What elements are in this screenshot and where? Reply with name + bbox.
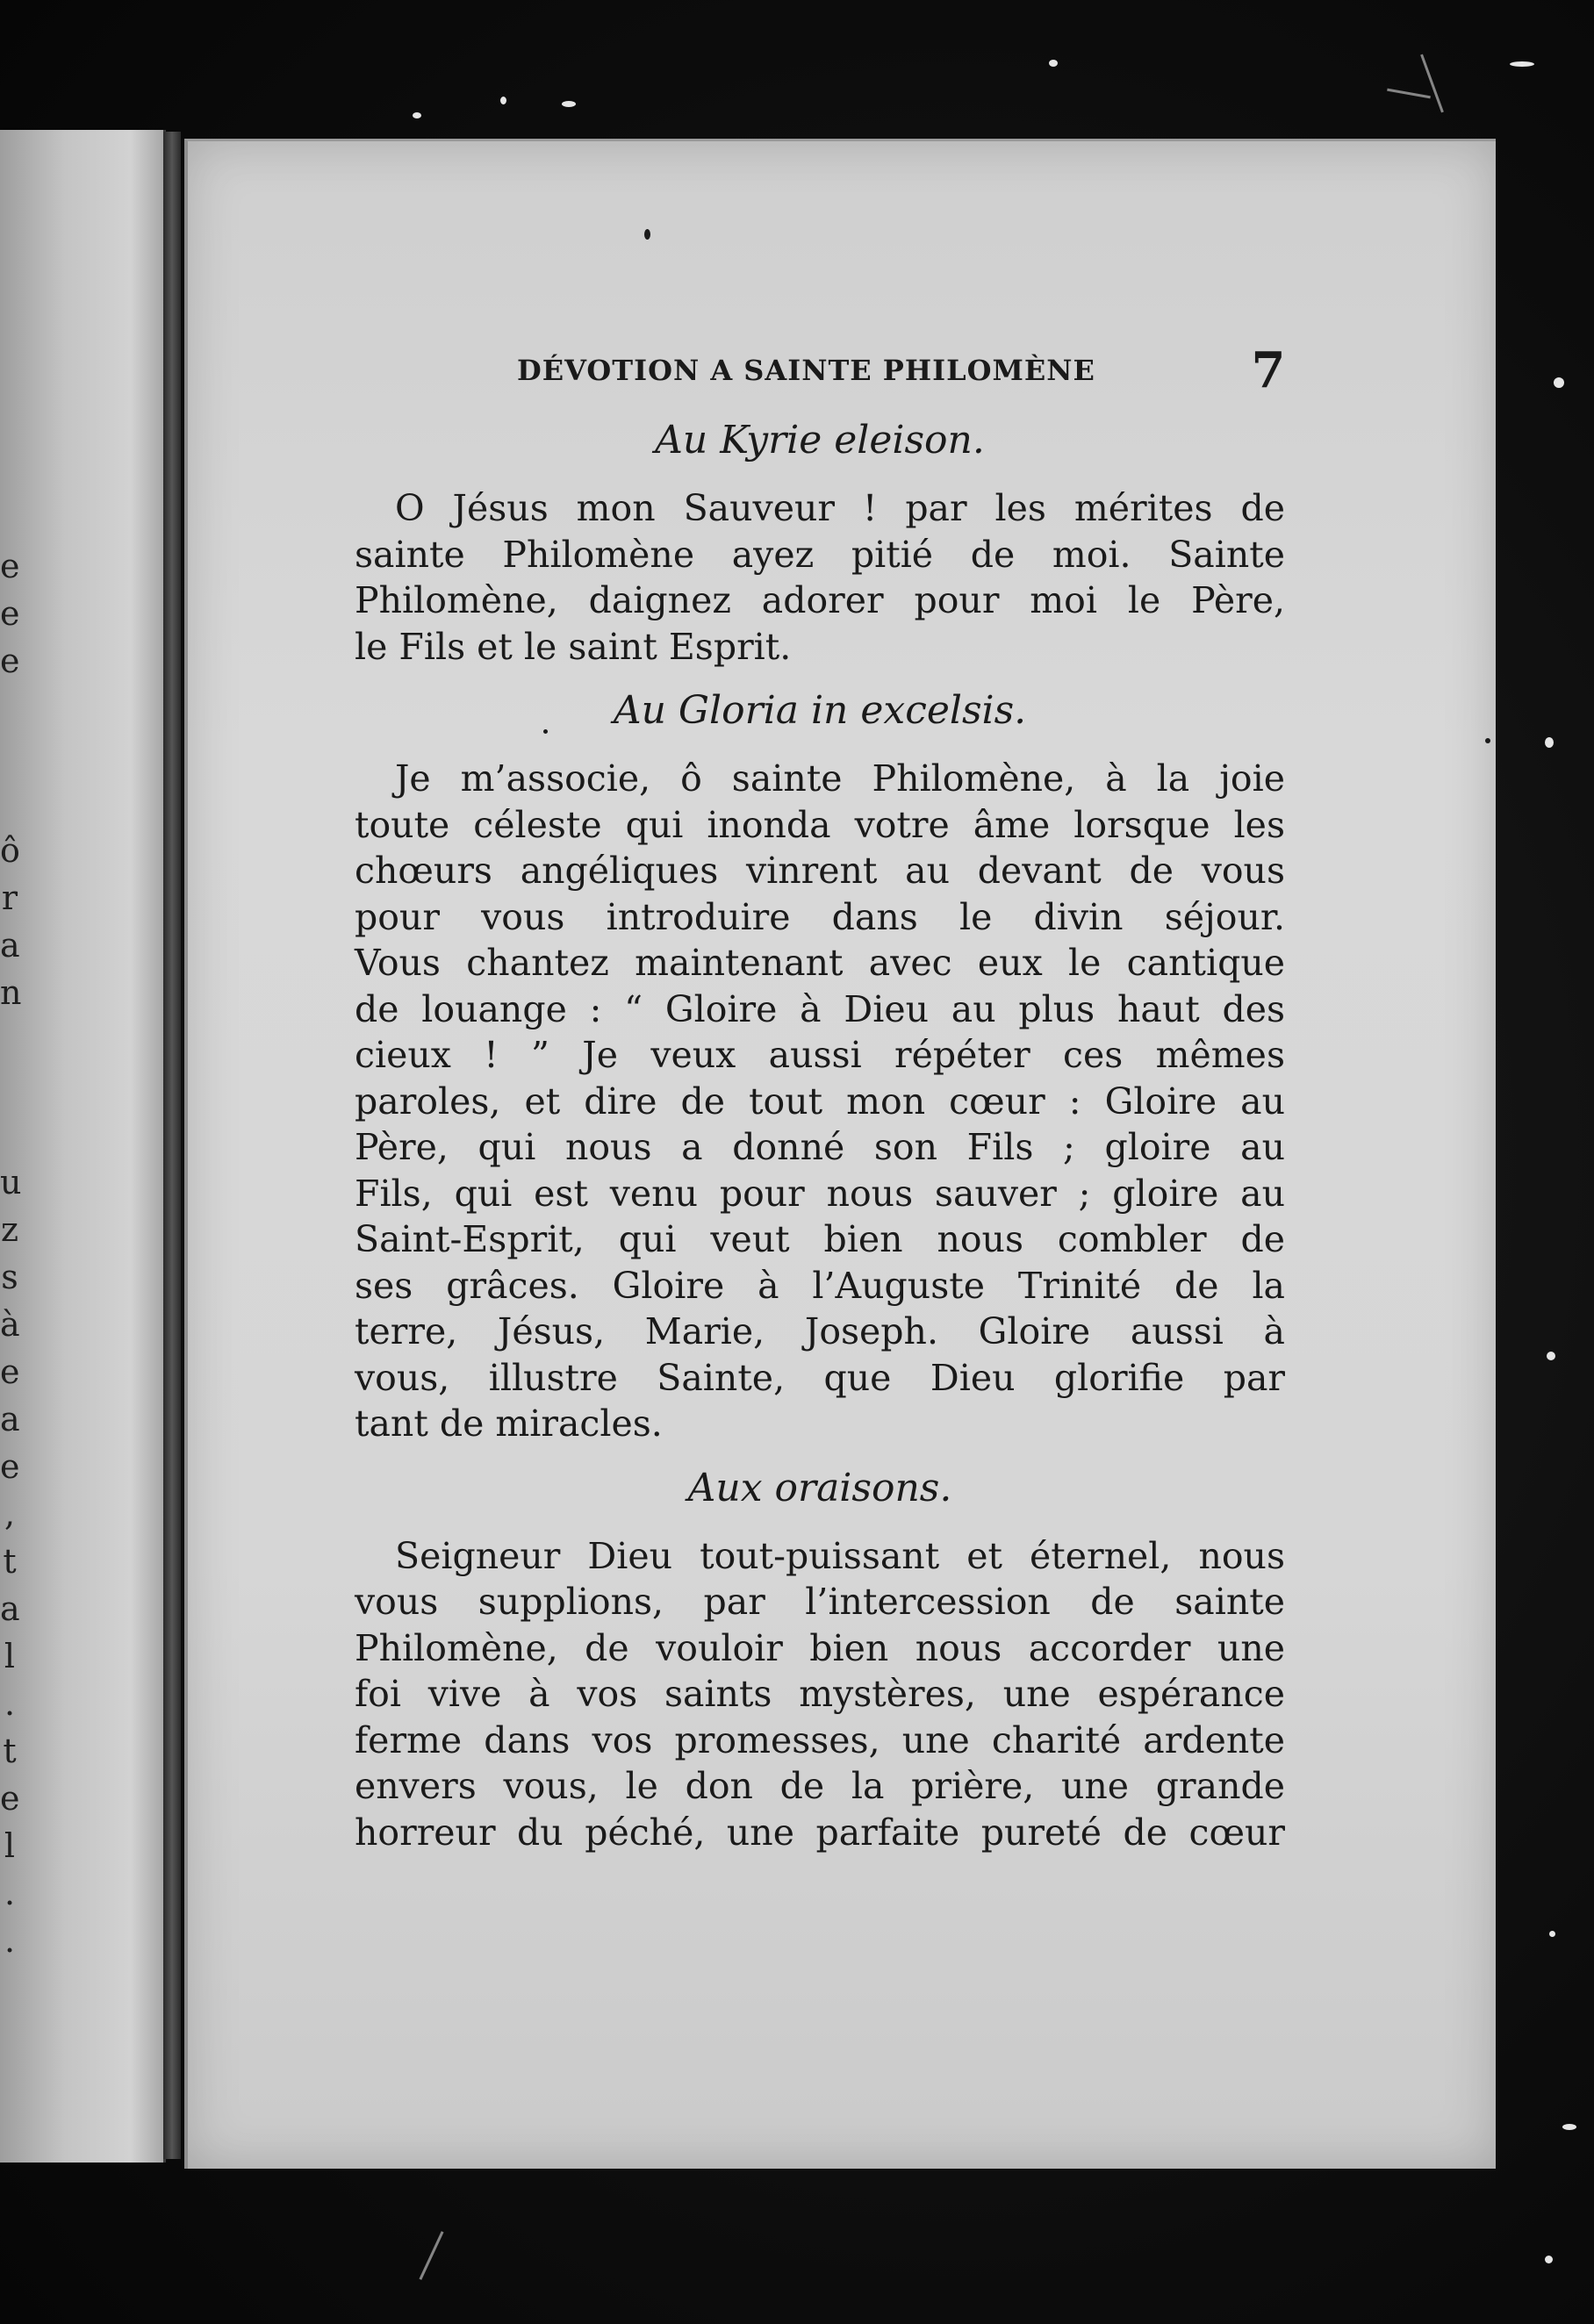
- text-line: foi vive à vos saints mystères, une espérance: [355, 1673, 1285, 1715]
- text-line: O Jésus mon Sauveur ! par les mérites de: [395, 487, 1285, 529]
- fragment-char: u: [0, 1163, 22, 1201]
- page-number: 7: [1251, 341, 1287, 399]
- fragment-char: s: [1, 1258, 18, 1296]
- text-line: Je m’associe, ô sainte Philomène, à la joie: [395, 757, 1285, 800]
- fragment-char: e: [0, 1447, 20, 1486]
- fragment-char: a: [0, 926, 20, 965]
- section-heading: Aux oraisons.: [687, 1465, 952, 1510]
- text-line: Seigneur Dieu tout-puissant et éternel, nous: [395, 1534, 1285, 1577]
- fragment-char: .: [4, 1684, 16, 1723]
- fragment-char: e: [0, 594, 20, 633]
- dust-speck: [1510, 61, 1534, 67]
- fragment-char: e: [0, 1352, 20, 1391]
- running-head: [355, 341, 1285, 412]
- fragment-char: e: [0, 1779, 20, 1818]
- dust-speck: [500, 97, 506, 104]
- running-head-title: DÉVOTION A SAINTE PHILOMÈNE: [517, 354, 1095, 387]
- text-line: sainte Philomène ayez pitié de moi. Sainte: [355, 533, 1285, 576]
- text-line: cieux ! ” Je veux aussi répéter ces mêmes: [355, 1034, 1285, 1076]
- dust-speck: [1547, 1352, 1555, 1360]
- fragment-char: z: [0, 1210, 19, 1249]
- text-line: Vous chantez maintenant avec eux le cantique: [355, 942, 1285, 984]
- fragment-char: [0, 1064, 19, 1111]
- dust-speck: [1549, 1931, 1555, 1937]
- text-line: horreur du péché, une parfaite pureté de cœur: [355, 1811, 1285, 1854]
- previous-page-edge: [0, 130, 166, 2163]
- dust-speck: [1562, 2124, 1576, 2130]
- text-line: Philomène, de vouloir bien nous accorder une: [355, 1626, 1285, 1669]
- dust-speck: [1545, 737, 1554, 748]
- section-heading: Au Kyrie eleison.: [655, 418, 985, 463]
- section-gloria: [355, 685, 1285, 1447]
- text-line: ferme dans vos promesses, une charité ardente: [355, 1718, 1285, 1761]
- paragraph: [355, 485, 1285, 670]
- text-line: toute céleste qui inonda votre âme lorsque les: [355, 803, 1285, 846]
- text-line: vous, illustre Sainte, que Dieu glorifie par: [355, 1356, 1285, 1399]
- text-line: de louange : “ Gloire à Dieu au plus haut des: [355, 987, 1285, 1030]
- fragment-char: [0, 779, 19, 827]
- text-line: tant de miracles.: [355, 1402, 663, 1445]
- fragment-char: ,: [4, 1495, 16, 1533]
- dust-speck: [1554, 377, 1564, 388]
- text-line: envers vous, le don de la prière, une grande: [355, 1765, 1285, 1807]
- fragment-char: ô: [0, 831, 20, 870]
- section-kyrie: [355, 415, 1285, 670]
- fragment-char: e: [0, 642, 20, 680]
- text-line: Fils, qui est venu pour nous sauver ; gloire au: [355, 1172, 1285, 1215]
- text-line: terre, Jésus, Marie, Joseph. Gloire aussi à: [355, 1310, 1285, 1352]
- dust-speck: [413, 112, 421, 118]
- fragment-char: [0, 685, 19, 732]
- fragment-char: [0, 732, 19, 779]
- page-gutter: [163, 132, 181, 2159]
- text-line: Saint-Esprit, qui veut bien nous combler de: [355, 1218, 1285, 1260]
- section-oraisons: [355, 1463, 1285, 1856]
- fragment-char: .: [4, 1921, 16, 1960]
- text-line: chœurs angéliques vinrent au devant de vous: [355, 850, 1285, 892]
- section-heading: Au Gloria in excelsis.: [613, 688, 1027, 733]
- fragment-char: à: [0, 1305, 20, 1344]
- fragment-char: n: [0, 973, 22, 1012]
- fragment-char: .: [4, 1874, 16, 1912]
- fragment-char: l: [4, 1826, 16, 1865]
- fragment-char: t: [3, 1732, 17, 1770]
- text-line: paroles, et dire de tout mon cœur : Gloire au: [355, 1080, 1285, 1123]
- text-line: Philomène, daignez adorer pour moi le Père,: [355, 579, 1285, 621]
- dust-speck: [1049, 60, 1058, 67]
- text-line: le Fils et le saint Esprit.: [355, 625, 792, 668]
- fragment-char: a: [0, 1589, 20, 1628]
- dust-speck: [1545, 2256, 1553, 2263]
- fragment-char: l: [4, 1637, 16, 1675]
- ink-speck: [1485, 738, 1490, 743]
- paragraph: [355, 1533, 1285, 1856]
- previous-page-text-fragments: [0, 542, 22, 1964]
- text-line: vous supplions, par l’intercession de sainte: [355, 1581, 1285, 1623]
- paragraph: [355, 756, 1285, 1447]
- dust-speck: [562, 101, 576, 107]
- fragment-char: t: [3, 1542, 17, 1581]
- text-line: Père, qui nous a donné son Fils ; gloire au: [355, 1126, 1285, 1168]
- fragment-char: [0, 1016, 19, 1064]
- fragment-char: r: [1, 879, 18, 917]
- ink-speck: [644, 229, 650, 240]
- fragment-char: [0, 1111, 19, 1158]
- book-page: [184, 139, 1496, 2169]
- text-line: pour vous introduire dans le divin séjour.: [355, 895, 1285, 938]
- text-line: ses grâces. Gloire à l’Auguste Trinité de la: [355, 1264, 1285, 1307]
- fragment-char: e: [0, 547, 20, 585]
- fragment-char: a: [0, 1400, 20, 1438]
- page-text-block: [355, 341, 1285, 1871]
